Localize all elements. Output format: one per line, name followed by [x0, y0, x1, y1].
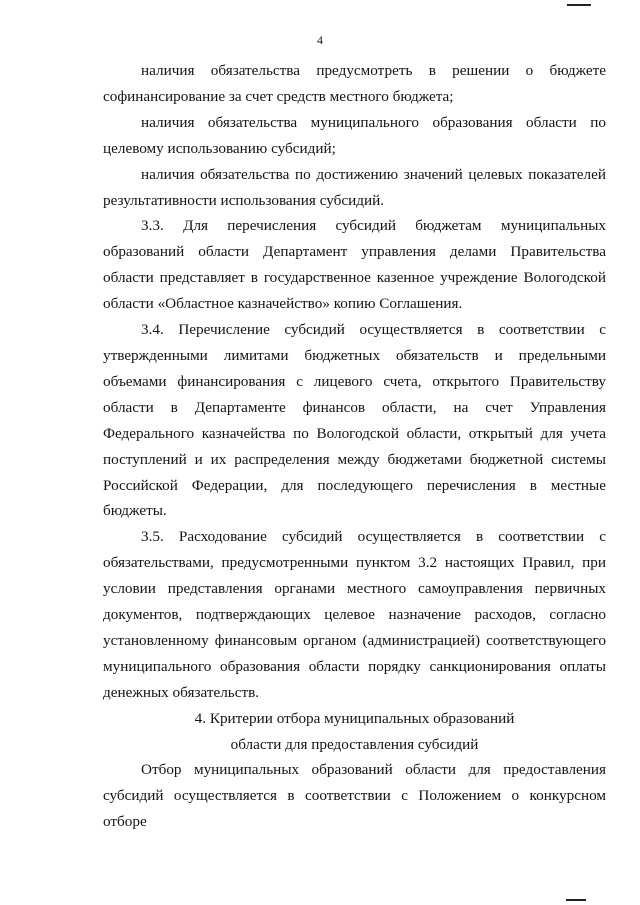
section-heading-line-1: 4. Критерии отбора муниципальных образований [194, 709, 515, 727]
section-heading-line-2: области для предоставления субсидий [230, 735, 479, 753]
paragraph-3-3: 3.3. Для перечисления субсидий бюджетам муниципальных образований области Департамент управления делами Правительства области представляет в государственное казенное учреждение Вологодской области «Областное казначейство» копию Соглашения. [103, 217, 606, 313]
page-number: 4 [317, 33, 323, 47]
paragraph-3-5: 3.5. Расходование субсидий осуществляется в соответствии с обязательствами, предусмотренными пунктом 3.2 настоящих Правил, при условии представления органами местного самоуправления первичных документов, подтверждающих целевое назначение расходов, согласно установленному финансовым органом (администрацией) соответствующего муниципального образования области порядку санкционирования оплаты денежных обязательств. [103, 528, 606, 701]
paragraph-3-4: 3.4. Перечисление субсидий осуществляется в соответствии с утвержденными лимитами бюджетных обязательств и предельными объемами финансирования с лицевого счета, открытого Правительству области в Департаменте финансов области, на счет Управления Федерального казначейства по Вологодской области, открытый для учета поступлений и их распределения между бюджетами бюджетной системы Российской Федерации, для последующего перечисления в местные бюджеты. [103, 321, 606, 520]
paragraph-cofinancing: наличия обязательства предусмотреть в решении о бюджете софинансирование за счет средств местного бюджета; [103, 62, 606, 105]
paragraph-indicators: наличия обязательства по достижению значений целевых показателей результативности использования субсидий. [103, 165, 606, 209]
scan-mark-top-right [567, 4, 591, 6]
paragraph-selection: Отбор муниципальных образований области для предоставления субсидий осуществляется в соответствии с Положением о конкурсном отборе [103, 761, 606, 831]
document-body [103, 58, 606, 835]
paragraph-target-use: наличия обязательства муниципального образования области по целевому использованию субсидий; [103, 113, 606, 157]
scan-mark-bottom-right [566, 899, 586, 901]
